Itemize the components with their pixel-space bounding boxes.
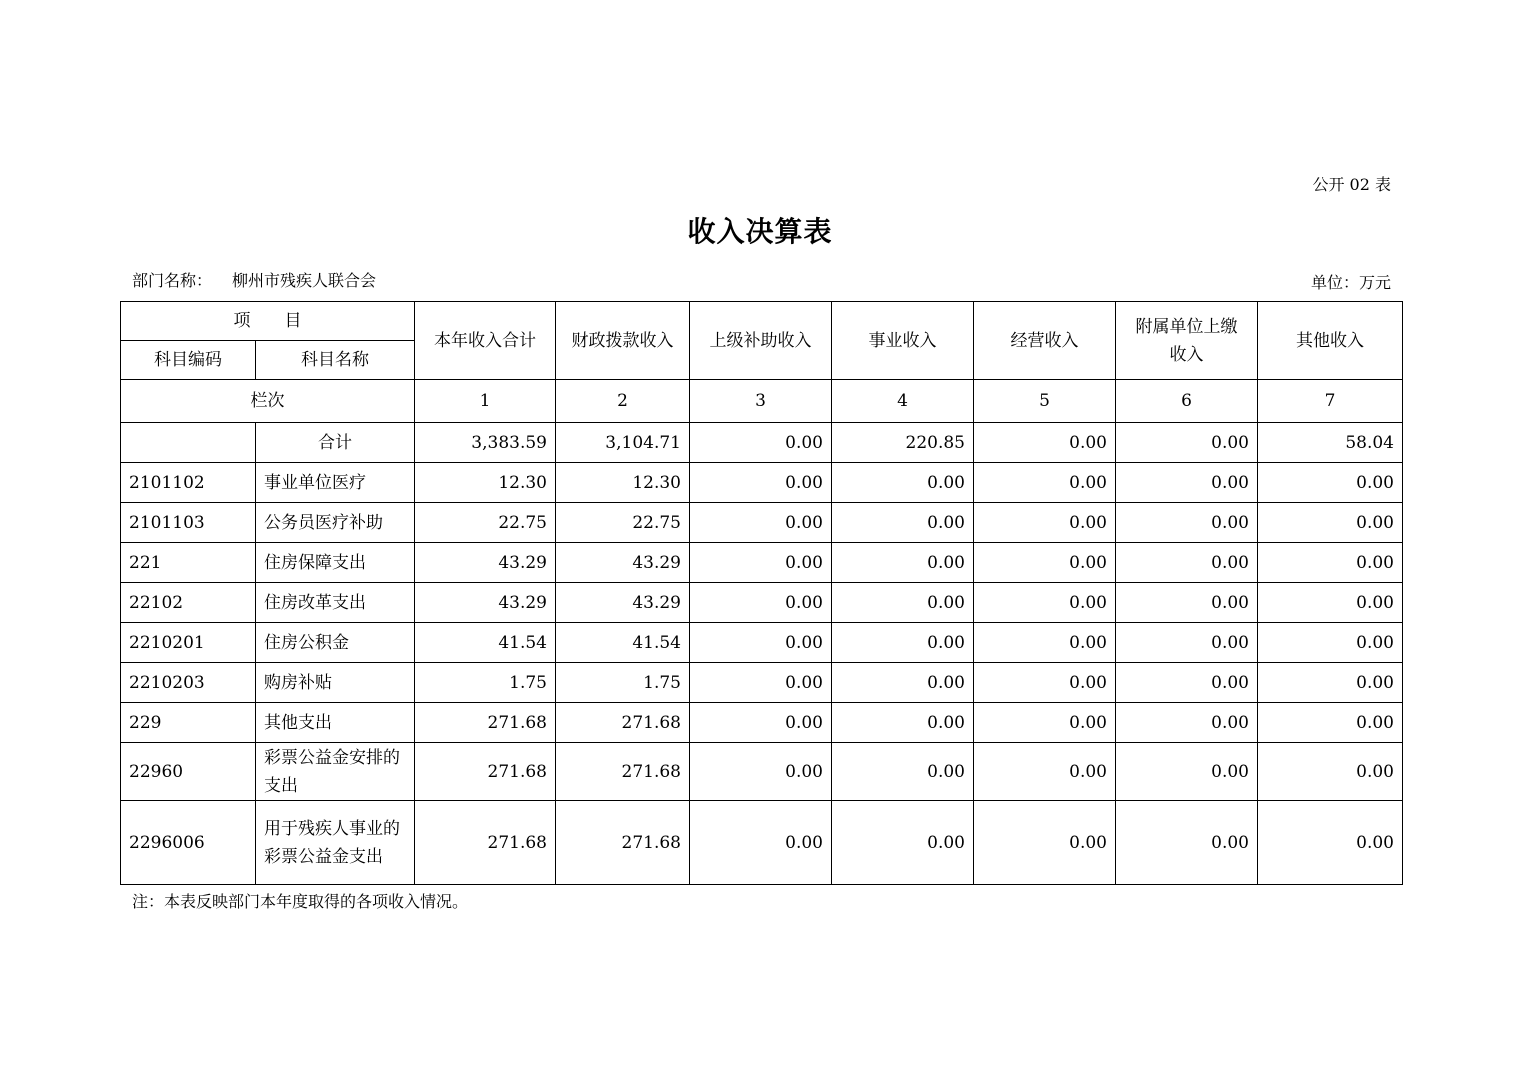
row-code — [121, 423, 256, 463]
table-row — [121, 743, 1403, 801]
header-upper: 上级补助收入 — [690, 302, 832, 380]
row-value: 12.30 — [556, 463, 690, 503]
row-value: 0.00 — [1258, 583, 1403, 623]
row-value: 0.00 — [1116, 503, 1258, 543]
row-value: 43.29 — [556, 583, 690, 623]
table-row — [121, 583, 1403, 623]
row-value: 0.00 — [832, 663, 974, 703]
row-value: 271.68 — [415, 743, 556, 801]
row-value: 0.00 — [690, 503, 832, 543]
row-value: 43.29 — [415, 543, 556, 583]
row-value: 0.00 — [1258, 663, 1403, 703]
row-value: 271.68 — [415, 801, 556, 885]
row-value: 0.00 — [974, 743, 1116, 801]
row-value: 271.68 — [556, 703, 690, 743]
row-name: 彩票公益金安排的支出 — [256, 743, 415, 801]
header-fiscal: 财政拨款收入 — [556, 302, 690, 380]
row-value: 0.00 — [690, 623, 832, 663]
row-code: 22102 — [121, 583, 256, 623]
sequence-col: 1 — [415, 380, 556, 423]
row-value: 0.00 — [690, 463, 832, 503]
sequence-col: 5 — [974, 380, 1116, 423]
row-value: 0.00 — [690, 743, 832, 801]
row-value: 0.00 — [1116, 663, 1258, 703]
header-code: 科目编码 — [121, 341, 256, 380]
header-item: 项 目 — [121, 302, 415, 341]
row-code: 229 — [121, 703, 256, 743]
header-row-1 — [121, 302, 1403, 341]
header-affiliated: 附属单位上缴收入 — [1116, 302, 1258, 380]
total-row — [121, 423, 1403, 463]
sequence-col: 3 — [690, 380, 832, 423]
header-name: 科目名称 — [256, 341, 415, 380]
row-value: 220.85 — [832, 423, 974, 463]
page-title: 收入决算表 — [687, 215, 833, 248]
table-note: 注：本表反映部门本年度取得的各项收入情况。 — [132, 892, 469, 911]
row-name: 其他支出 — [256, 703, 415, 743]
row-value: 271.68 — [556, 801, 690, 885]
sequence-row — [121, 380, 1403, 423]
row-value: 0.00 — [974, 463, 1116, 503]
sequence-col: 7 — [1258, 380, 1403, 423]
row-value: 0.00 — [1258, 463, 1403, 503]
row-value: 0.00 — [1116, 623, 1258, 663]
table-row — [121, 543, 1403, 583]
sequence-col: 2 — [556, 380, 690, 423]
row-value: 0.00 — [690, 423, 832, 463]
row-value: 0.00 — [974, 801, 1116, 885]
row-name: 用于残疾人事业的彩票公益金支出 — [256, 801, 415, 885]
row-value: 41.54 — [415, 623, 556, 663]
row-value: 0.00 — [974, 543, 1116, 583]
row-value: 43.29 — [415, 583, 556, 623]
table-row — [121, 503, 1403, 543]
row-name: 住房保障支出 — [256, 543, 415, 583]
unit-label: 单位：万元 — [1310, 273, 1391, 292]
sequence-col: 6 — [1116, 380, 1258, 423]
row-value: 22.75 — [556, 503, 690, 543]
row-value: 0.00 — [832, 503, 974, 543]
row-name: 购房补贴 — [256, 663, 415, 703]
row-code: 2101102 — [121, 463, 256, 503]
row-code: 2296006 — [121, 801, 256, 885]
row-value: 0.00 — [690, 583, 832, 623]
row-value: 12.30 — [415, 463, 556, 503]
row-value: 0.00 — [1258, 703, 1403, 743]
table-row — [121, 663, 1403, 703]
table-row — [121, 623, 1403, 663]
row-value: 0.00 — [974, 583, 1116, 623]
row-code: 22960 — [121, 743, 256, 801]
row-value: 0.00 — [1116, 743, 1258, 801]
row-code: 2101103 — [121, 503, 256, 543]
row-value: 0.00 — [832, 623, 974, 663]
row-value: 0.00 — [690, 801, 832, 885]
sequence-col: 4 — [832, 380, 974, 423]
row-name: 住房公积金 — [256, 623, 415, 663]
row-value: 0.00 — [1116, 543, 1258, 583]
row-value: 1.75 — [556, 663, 690, 703]
row-value: 0.00 — [832, 543, 974, 583]
row-value: 0.00 — [1116, 463, 1258, 503]
row-value: 43.29 — [556, 543, 690, 583]
row-value: 0.00 — [1116, 703, 1258, 743]
header-operating: 经营收入 — [974, 302, 1116, 380]
row-value: 271.68 — [556, 743, 690, 801]
row-value: 0.00 — [974, 423, 1116, 463]
row-value: 0.00 — [832, 463, 974, 503]
row-code: 2210201 — [121, 623, 256, 663]
row-value: 0.00 — [832, 743, 974, 801]
table-row — [121, 801, 1403, 885]
header-business: 事业收入 — [832, 302, 974, 380]
income-table — [120, 301, 1403, 885]
table-row — [121, 463, 1403, 503]
sequence-label: 栏次 — [121, 380, 415, 423]
header-other: 其他收入 — [1258, 302, 1403, 380]
row-name: 合计 — [256, 423, 415, 463]
row-value: 271.68 — [415, 703, 556, 743]
row-value: 41.54 — [556, 623, 690, 663]
row-value: 0.00 — [690, 663, 832, 703]
row-value: 22.75 — [415, 503, 556, 543]
row-value: 58.04 — [1258, 423, 1403, 463]
header-total: 本年收入合计 — [415, 302, 556, 380]
row-value: 0.00 — [1116, 423, 1258, 463]
row-value: 0.00 — [1258, 743, 1403, 801]
row-value: 0.00 — [974, 703, 1116, 743]
row-value: 0.00 — [974, 623, 1116, 663]
department-line — [132, 268, 376, 291]
row-value: 0.00 — [832, 801, 974, 885]
row-value: 0.00 — [690, 703, 832, 743]
row-value: 3,383.59 — [415, 423, 556, 463]
row-value: 0.00 — [690, 543, 832, 583]
row-value: 0.00 — [832, 583, 974, 623]
row-value: 0.00 — [1116, 801, 1258, 885]
row-value: 3,104.71 — [556, 423, 690, 463]
department-label: 部门名称： — [132, 271, 213, 290]
form-number: 公开 02 表 — [1312, 175, 1391, 194]
row-code: 2210203 — [121, 663, 256, 703]
row-name: 住房改革支出 — [256, 583, 415, 623]
row-value: 1.75 — [415, 663, 556, 703]
row-value: 0.00 — [832, 703, 974, 743]
row-value: 0.00 — [1116, 583, 1258, 623]
table-row — [121, 703, 1403, 743]
row-code: 221 — [121, 543, 256, 583]
row-value: 0.00 — [1258, 623, 1403, 663]
row-value: 0.00 — [1258, 543, 1403, 583]
row-name: 事业单位医疗 — [256, 463, 415, 503]
row-value: 0.00 — [1258, 503, 1403, 543]
row-value: 0.00 — [974, 663, 1116, 703]
row-name: 公务员医疗补助 — [256, 503, 415, 543]
department-name: 柳州市残疾人联合会 — [232, 271, 377, 290]
row-value: 0.00 — [1258, 801, 1403, 885]
row-value: 0.00 — [974, 503, 1116, 543]
